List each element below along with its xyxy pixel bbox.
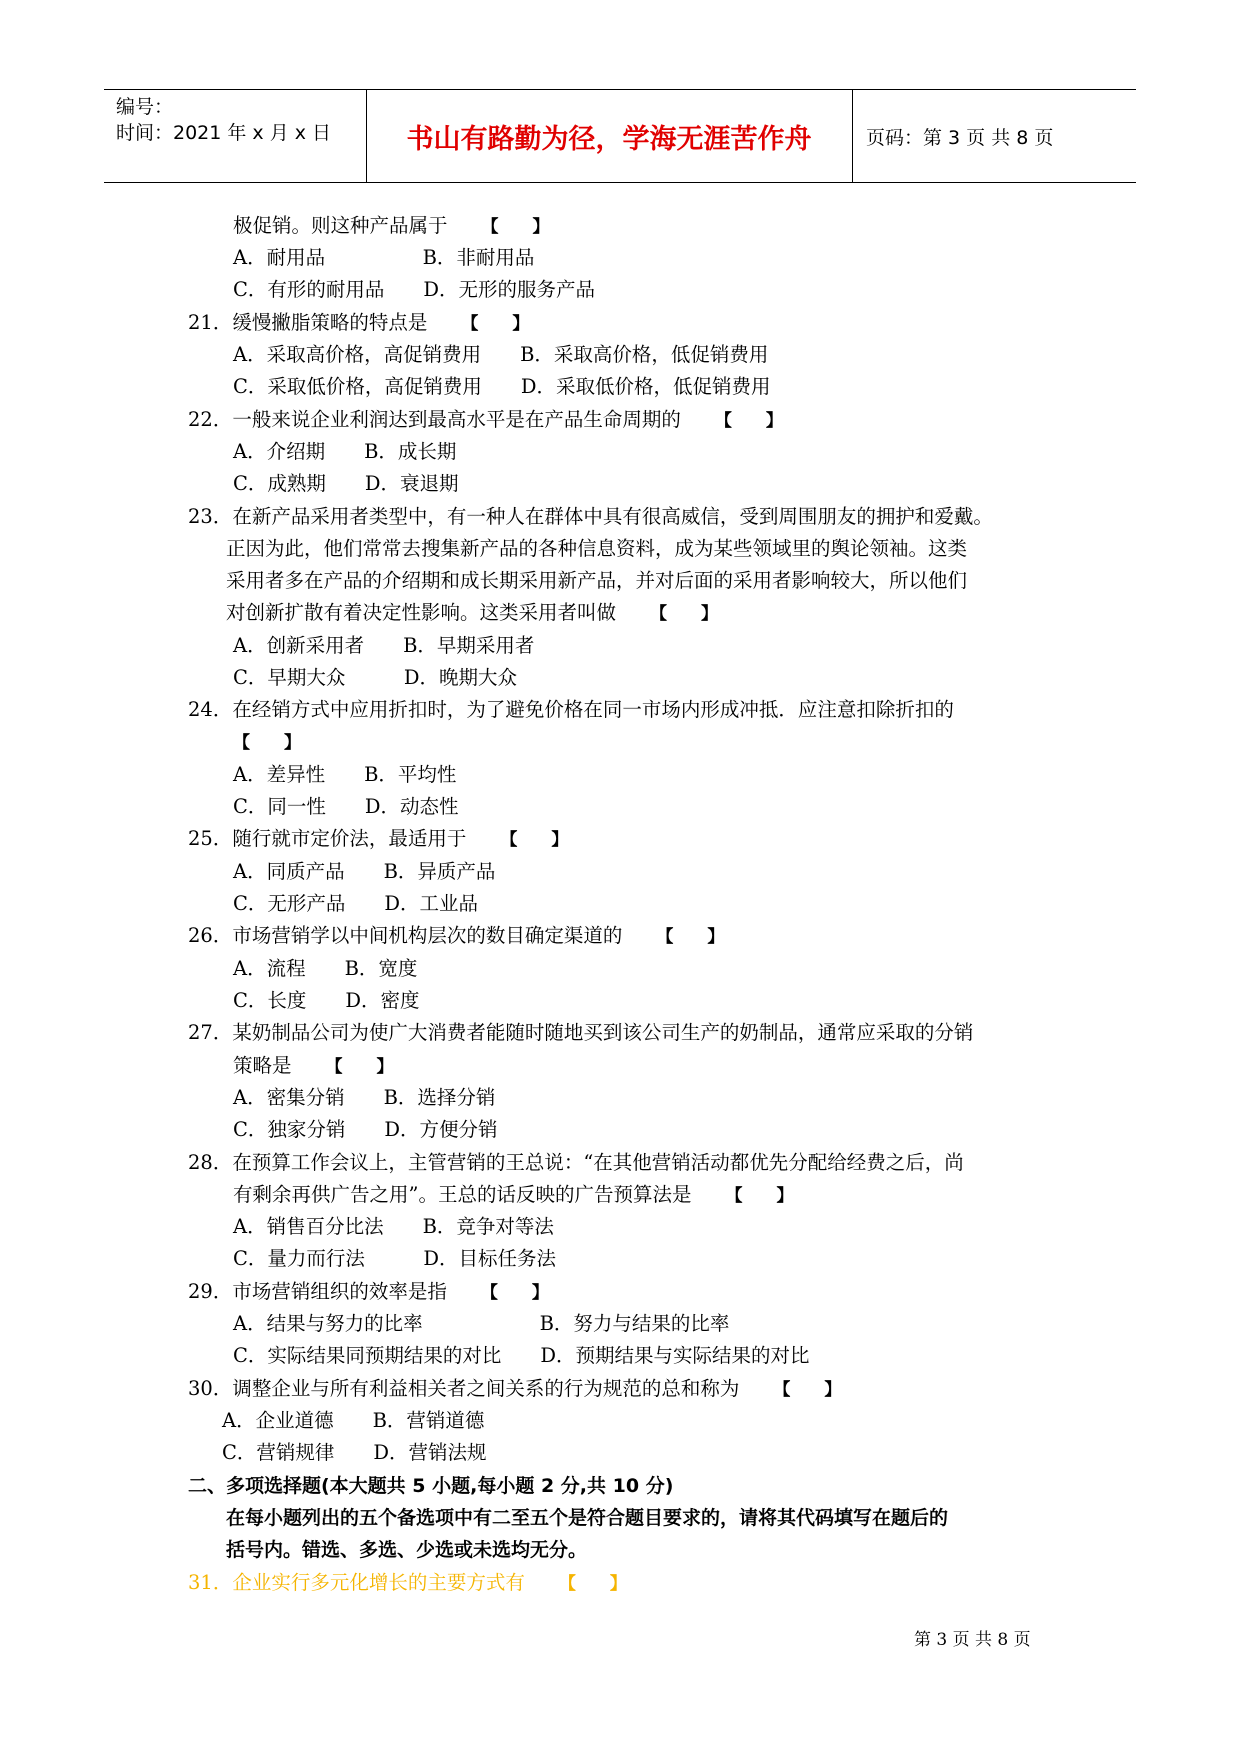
- page-footer: 第 3 页 共 8 页: [914, 1630, 1031, 1650]
- answer-bracket: 【 】: [558, 1574, 627, 1594]
- question-line: [233, 1247, 556, 1271]
- question-line: [226, 569, 967, 593]
- question-line: [233, 472, 459, 496]
- line-text: 二、多项选择题(本大题共 5 小题,每小题 2 分,共 10 分): [188, 1475, 674, 1497]
- question-line: [233, 1215, 554, 1239]
- line-text: 有剩余再供广告之用”。王总的话反映的广告预算法是: [233, 1183, 692, 1206]
- question-line: [226, 537, 967, 561]
- line-text: 21．缓慢撇脂策略的特点是: [188, 311, 428, 334]
- page-header: [104, 89, 1136, 183]
- line-text: 策略是: [233, 1054, 292, 1077]
- line-text: C．无形产品 D．工业品: [233, 892, 479, 915]
- answer-bracket: 【 】: [481, 217, 550, 237]
- question-line: [233, 246, 534, 270]
- header-meta: [116, 94, 331, 146]
- answer-bracket: 【 】: [656, 927, 725, 947]
- line-text: 22．一般来说企业利润达到最高水平是在产品生命周期的: [188, 408, 681, 431]
- line-text: A．差异性 B．平均性: [233, 763, 457, 786]
- line-text: 23．在新产品采用者类型中，有一种人在群体中具有很高威信，受到周围朋友的拥护和爱戴。: [188, 505, 993, 528]
- line-text: 对创新扩散有着决定性影响。这类采用者叫做: [226, 601, 617, 624]
- question-line: [233, 634, 534, 658]
- line-text: 27．某奶制品公司为使广大消费者能随时随地买到该公司生产的奶制品，通常应采取的分销: [188, 1021, 974, 1044]
- line-text: 30．调整企业与所有利益相关者之间关系的行为规范的总和称为: [188, 1377, 740, 1400]
- line-text: 29．市场营销组织的效率是指: [188, 1280, 447, 1303]
- line-text: A．结果与努力的比率 B．努力与结果的比率: [233, 1312, 730, 1335]
- line-text: C．有形的耐用品 D．无形的服务产品: [233, 278, 596, 301]
- question-line: [188, 1151, 964, 1175]
- question-line: [233, 1054, 394, 1079]
- line-text: 31．企业实行多元化增长的主要方式有: [188, 1571, 525, 1594]
- line-text: 正因为此，他们常常去搜集新产品的各种信息资料，成为某些领域里的舆论领袖。这类: [226, 537, 968, 560]
- question-line: [188, 924, 724, 949]
- question-line: [188, 1021, 973, 1045]
- line-text: C．独家分销 D．方便分销: [233, 1118, 498, 1141]
- question-line: [233, 1086, 495, 1110]
- line-text: C．成熟期 D．衰退期: [233, 472, 459, 495]
- question-line: [233, 1312, 729, 1336]
- question-line: [233, 795, 459, 819]
- line-text: C．量力而行法 D．目标任务法: [233, 1247, 557, 1270]
- line-text: C．营销规律 D．营销法规: [222, 1441, 487, 1464]
- question-line: [233, 666, 517, 690]
- line-text: 括号内。错选、多选、少选或未选均无分。: [226, 1539, 588, 1561]
- question-line: [233, 1344, 810, 1368]
- question-line: [233, 1183, 793, 1208]
- answer-bracket: 【 】: [325, 1057, 394, 1077]
- answer-bracket: 【 】: [650, 604, 719, 624]
- number-label: 编号：: [116, 96, 174, 118]
- answer-bracket: 【 】: [461, 314, 530, 334]
- time-label: 时间：2021 年 x 月 x 日: [116, 122, 332, 144]
- answer-bracket: 【 】: [714, 411, 783, 431]
- answer-bracket: 【 】: [480, 1283, 549, 1303]
- question-line: [222, 1441, 487, 1465]
- question-line: [188, 1280, 549, 1305]
- line-text: 在每小题列出的五个备选项中有二至五个是符合题目要求的，请将其代码填写在题后的: [226, 1507, 949, 1529]
- question-line: [188, 408, 783, 433]
- question-line: [233, 343, 768, 367]
- line-text: A．介绍期 B．成长期: [233, 440, 457, 463]
- line-text: C．采取低价格，高促销费用 D．采取低价格，低促销费用: [233, 375, 771, 398]
- question-line: [233, 957, 417, 981]
- answer-bracket: 【 】: [725, 1186, 794, 1206]
- line-text: 28．在预算工作会议上，主管营销的王总说：“在其他营销活动都优先分配给经费之后，尚: [188, 1151, 964, 1174]
- line-text: 采用者多在产品的介绍期和成长期采用新产品，并对后面的采用者影响较大，所以他们: [226, 569, 968, 592]
- line-text: A．销售百分比法 B．竞争对等法: [233, 1215, 554, 1238]
- question-line: [188, 1377, 841, 1402]
- line-text: A．耐用品 B．非耐用品: [233, 246, 535, 269]
- question-line: [233, 1118, 498, 1142]
- line-text: 26．市场营销学以中间机构层次的数目确定渠道的: [188, 924, 623, 947]
- line-text: A．企业道德 B．营销道德: [222, 1409, 485, 1432]
- question-line: [188, 827, 568, 852]
- question-line: [233, 730, 301, 755]
- line-text: A．密集分销 B．选择分销: [233, 1086, 496, 1109]
- question-line: [222, 1409, 484, 1433]
- line-text: 24．在经销方式中应用折扣时，为了避免价格在同一市场内形成冲抵．应注意扣除折扣的: [188, 698, 954, 721]
- line-text: A．流程 B．宽度: [233, 957, 418, 980]
- question-line: [226, 601, 718, 626]
- question-line: [233, 860, 495, 884]
- question-line: [226, 1506, 948, 1530]
- question-line: [233, 989, 420, 1013]
- question-line: [188, 505, 993, 529]
- line-text: A．采取高价格，高促销费用 B．采取高价格，低促销费用: [233, 343, 769, 366]
- question-line: [233, 892, 478, 916]
- line-text: A．创新采用者 B．早期采用者: [233, 634, 535, 657]
- line-text: C．实际结果同预期结果的对比 D．预期结果与实际结果的对比: [233, 1344, 810, 1367]
- answer-bracket: 【 】: [500, 830, 569, 850]
- line-text: A．同质产品 B．异质产品: [233, 860, 496, 883]
- answer-bracket: 【 】: [773, 1380, 842, 1400]
- answer-bracket: 【 】: [233, 733, 301, 753]
- line-text: C．同一性 D．动态性: [233, 795, 459, 818]
- question-line: [188, 311, 529, 336]
- question-line: [233, 440, 456, 464]
- question-line: [233, 278, 595, 302]
- line-text: C．早期大众 D．晚期大众: [233, 666, 518, 689]
- line-text: 25．随行就市定价法，最适用于: [188, 827, 467, 850]
- question-line: [188, 1571, 627, 1596]
- question-line: [226, 1538, 587, 1562]
- header-divider: [852, 90, 853, 182]
- header-motto: 书山有路勤为径，学海无涯苦作舟: [406, 123, 812, 155]
- question-line: [233, 214, 550, 239]
- line-text: 极促销。则这种产品属于: [233, 214, 448, 237]
- line-text: C．长度 D．密度: [233, 989, 420, 1012]
- header-page-label: 页码：第 3 页 共 8 页: [866, 126, 1054, 149]
- question-line: [233, 763, 456, 787]
- question-line: [188, 1474, 673, 1498]
- question-line: [188, 698, 954, 722]
- question-line: [233, 375, 771, 399]
